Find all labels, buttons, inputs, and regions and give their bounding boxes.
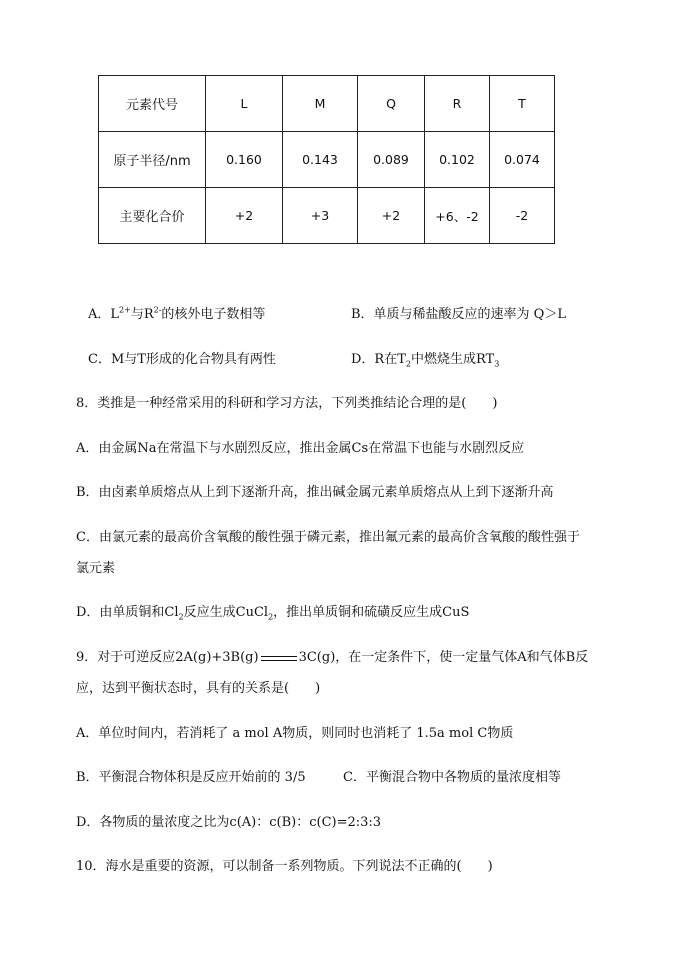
- table-header-cell: R: [425, 76, 490, 132]
- table-header-cell: T: [490, 76, 555, 132]
- table-cell: -2: [490, 188, 555, 244]
- text-fragment: 中燃烧生成RT: [410, 352, 495, 367]
- q8-option-b: B．由卤素单质熔点从上到下逐渐升高，推出碱金属元素单质熔点从上到下逐渐升高: [76, 485, 554, 500]
- table-header-cell: 元素代号: [99, 76, 206, 132]
- q10-stem: 10．海水是重要的资源，可以制备一系列物质。下列说法不正确的( ): [76, 859, 493, 874]
- q7-option-d: [351, 351, 499, 369]
- q7-option-c: C．M与T形成的化合物具有两性: [88, 352, 276, 367]
- text-fragment: 9．对于可逆反应2A(g)+3B(g): [76, 650, 259, 665]
- q9-stem-line2: 应，达到平衡状态时，具有的关系是( ): [76, 681, 321, 696]
- table-row-label: 原子半径/nm: [99, 132, 206, 188]
- q8-option-d: [76, 604, 469, 622]
- table-cell: 0.160: [206, 132, 283, 188]
- table-cell: 0.089: [358, 132, 425, 188]
- q8-option-c-line2: 氯元素: [76, 561, 116, 576]
- q9-option-d: D．各物质的量浓度之比为c(A)：c(B)：c(C)=2:3:3: [76, 815, 382, 830]
- table-cell: 0.143: [283, 132, 358, 188]
- text-fragment: D．由单质铜和Cl: [76, 605, 179, 620]
- element-table: [98, 75, 555, 244]
- subscript: 2: [405, 359, 411, 369]
- subscript: 3: [494, 359, 500, 369]
- table-row-valence: [99, 188, 555, 244]
- superscript: 2-: [153, 305, 162, 315]
- text-fragment: D．R在T: [351, 352, 406, 367]
- table-cell: +2: [358, 188, 425, 244]
- table-row-label: 主要化合价: [99, 188, 206, 244]
- q7-option-b: B．单质与稀盐酸反应的速率为 Q＞L: [351, 307, 566, 322]
- superscript: 2+: [119, 305, 131, 315]
- q9-option-b: B．平衡混合物体积是反应开始前的 3/5: [76, 770, 306, 785]
- table-row-radius: [99, 132, 555, 188]
- text-fragment: ，推出单质铜和硫磺反应生成CuS: [273, 605, 470, 620]
- table-cell: +6、-2: [425, 188, 490, 244]
- q9-option-a: A．单位时间内，若消耗了 a mol A物质，则同时也消耗了 1.5a mol C物质: [76, 726, 514, 741]
- q7-option-a: [88, 306, 265, 324]
- q8-option-c-line1: C．由氯元素的最高价含氧酸的酸性强于磷元素，推出氟元素的最高价含氧酸的酸性强于: [76, 530, 580, 545]
- q9-stem-line1: [76, 649, 588, 667]
- table-header-cell: M: [283, 76, 358, 132]
- table-cell: +2: [206, 188, 283, 244]
- text-fragment: 与R: [130, 307, 154, 322]
- q8-option-a: A．由金属Na在常温下与水剧烈反应，推出金属Cs在常温下也能与水剧烈反应: [76, 441, 525, 456]
- text-fragment: A．L: [88, 307, 120, 322]
- subscript: 2: [178, 612, 184, 622]
- table-header-cell: Q: [358, 76, 425, 132]
- table-cell: 0.102: [425, 132, 490, 188]
- text-fragment: 3C(g)，在一定条件下，使一定量气体A和气体B反: [298, 650, 589, 665]
- table-cell: 0.074: [490, 132, 555, 188]
- q9-option-c: C．平衡混合物中各物质的量浓度相等: [343, 770, 561, 785]
- text-fragment: 的核外电子数相等: [161, 307, 266, 322]
- text-fragment: 反应生成CuCl: [183, 605, 269, 620]
- table-cell: +3: [283, 188, 358, 244]
- equilibrium-arrow-icon: [261, 653, 297, 663]
- table-row-symbols: [99, 76, 555, 132]
- table-header-cell: L: [206, 76, 283, 132]
- q8-stem: 8．类推是一种经常采用的科研和学习方法，下列类推结论合理的是( ): [76, 396, 498, 411]
- subscript: 2: [268, 612, 274, 622]
